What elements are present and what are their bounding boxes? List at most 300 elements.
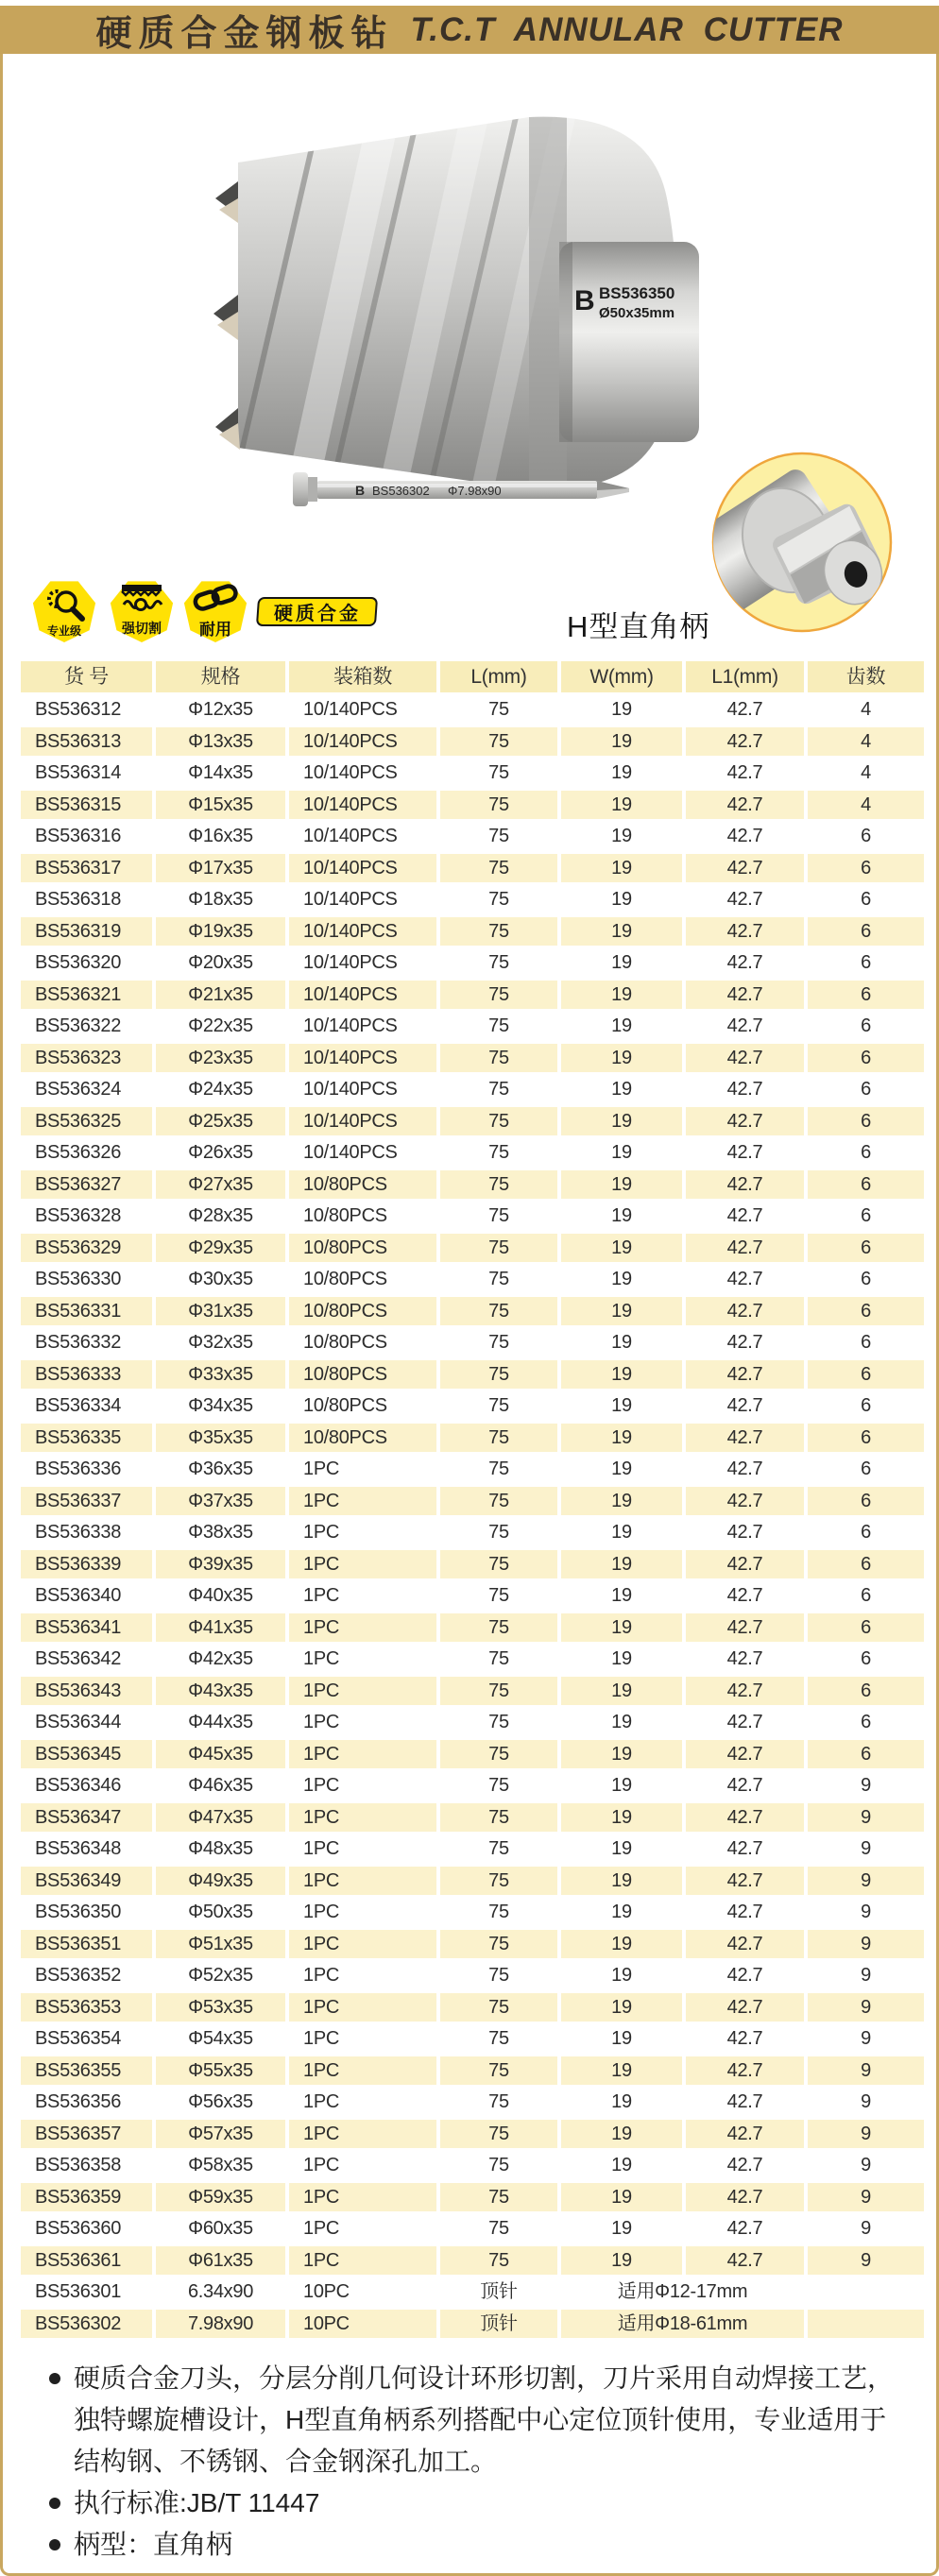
cell-spec: Φ31x35 xyxy=(156,1297,285,1326)
cell-code: BS536324 xyxy=(21,1075,152,1104)
cell-code: BS536339 xyxy=(21,1550,152,1579)
cell-code: BS536329 xyxy=(21,1234,152,1263)
cell-w: 19 xyxy=(561,885,682,914)
table-row xyxy=(21,1075,924,1104)
cell-spec: Φ24x35 xyxy=(156,1075,285,1104)
cell-spec: Φ43x35 xyxy=(156,1677,285,1706)
cell-teeth: 9 xyxy=(808,1771,924,1800)
cell-pack: 1PC xyxy=(289,1645,436,1674)
table-row xyxy=(21,1265,924,1294)
cell-pack: 10/140PCS xyxy=(289,1107,436,1136)
cell-spec: Φ16x35 xyxy=(156,822,285,851)
cell-spec: Φ27x35 xyxy=(156,1170,285,1200)
table-row xyxy=(21,1328,924,1357)
cell-code: BS536332 xyxy=(21,1328,152,1357)
cell-l1: 42.7 xyxy=(686,791,804,820)
cell-l1: 42.7 xyxy=(686,1297,804,1326)
cell-l: 75 xyxy=(440,854,557,883)
cell-spec: 6.34x90 xyxy=(156,2277,285,2307)
cell-code: BS536359 xyxy=(21,2183,152,2212)
cell-w: 19 xyxy=(561,695,682,725)
table-row xyxy=(21,1234,924,1263)
cell-code: BS536342 xyxy=(21,1645,152,1674)
note-text: 硬质合金刀头，分层分削几何设计环形切割，刀片采用自动焊接工艺，独特螺旋槽设计，H型直角柄系列搭配中心定位顶针使用，专业适用于结构钢、不锈钢、合金钢深孔加工。 xyxy=(74,2363,895,2476)
cell-l1: 42.7 xyxy=(686,1170,804,1200)
cell-spec: Φ21x35 xyxy=(156,981,285,1010)
table-row xyxy=(21,2310,924,2339)
cell-w: 19 xyxy=(561,1961,682,1990)
cell-teeth xyxy=(808,2310,924,2339)
cell-pack: 1PC xyxy=(289,1487,436,1516)
cell-code: BS536343 xyxy=(21,1677,152,1706)
cell-code: BS536334 xyxy=(21,1391,152,1421)
cell-code: BS536313 xyxy=(21,727,152,757)
cell-l: 75 xyxy=(440,1234,557,1263)
cell-w: 19 xyxy=(561,2056,682,2086)
cell-teeth: 9 xyxy=(808,2214,924,2243)
cell-pack: 1PC xyxy=(289,2214,436,2243)
table-row xyxy=(21,885,924,914)
cell-code: BS536357 xyxy=(21,2120,152,2149)
cell-teeth: 4 xyxy=(808,727,924,757)
cell-l1: 42.7 xyxy=(686,1518,804,1547)
cell-spec: Φ60x35 xyxy=(156,2214,285,2243)
cell-spec: Φ17x35 xyxy=(156,854,285,883)
cell-teeth: 9 xyxy=(808,1834,924,1864)
cell-spec: Φ29x35 xyxy=(156,1234,285,1263)
cell-spec: Φ46x35 xyxy=(156,1771,285,1800)
cell-l1: 42.7 xyxy=(686,1898,804,1927)
cell-teeth: 9 xyxy=(808,1961,924,1990)
cell-l1: 42.7 xyxy=(686,1930,804,1959)
cell-pack: 10/80PCS xyxy=(289,1424,436,1453)
cell-code: BS536349 xyxy=(21,1867,152,1896)
cell-l1: 42.7 xyxy=(686,885,804,914)
cell-spec: 7.98x90 xyxy=(156,2310,285,2339)
cell-spec: Φ40x35 xyxy=(156,1581,285,1611)
cell-l: 75 xyxy=(440,1898,557,1927)
cell-w: 19 xyxy=(561,791,682,820)
cell-w: 19 xyxy=(561,1265,682,1294)
cell-l1: 42.7 xyxy=(686,2056,804,2086)
cell-spec: Φ53x35 xyxy=(156,1993,285,2022)
cell-teeth: 4 xyxy=(808,791,924,820)
cell-code: BS536320 xyxy=(21,948,152,978)
table-row xyxy=(21,1740,924,1769)
cell-teeth: 6 xyxy=(808,1581,924,1611)
cell-teeth: 6 xyxy=(808,1075,924,1104)
table-row xyxy=(21,759,924,788)
cell-code: BS536356 xyxy=(21,2088,152,2117)
cell-l: 75 xyxy=(440,1677,557,1706)
cell-w: 19 xyxy=(561,822,682,851)
column-header: L(mm) xyxy=(440,661,557,692)
cell-spec: Φ35x35 xyxy=(156,1424,285,1453)
cell-teeth: 6 xyxy=(808,1012,924,1041)
cell-spec: Φ55x35 xyxy=(156,2056,285,2086)
cell-spec: Φ19x35 xyxy=(156,917,285,947)
cell-teeth: 9 xyxy=(808,2024,924,2054)
table-row xyxy=(21,1867,924,1896)
cell-w: 19 xyxy=(561,1075,682,1104)
cell-fit: 适用Φ18-61mm xyxy=(561,2310,804,2339)
cell-pack: 10/80PCS xyxy=(289,1360,436,1390)
cell-pack: 10/140PCS xyxy=(289,791,436,820)
table-row xyxy=(21,1138,924,1168)
cell-teeth: 6 xyxy=(808,1518,924,1547)
cell-pack: 10PC xyxy=(289,2310,436,2339)
cell-pack: 10/140PCS xyxy=(289,1138,436,1168)
cell-code: BS536340 xyxy=(21,1581,152,1611)
cell-l1: 42.7 xyxy=(686,948,804,978)
cell-w: 19 xyxy=(561,1550,682,1579)
table-row xyxy=(21,917,924,947)
cell-l: 75 xyxy=(440,2088,557,2117)
cell-code: BS536302 xyxy=(21,2310,152,2339)
cell-pack: 1PC xyxy=(289,1455,436,1484)
cell-teeth: 9 xyxy=(808,2151,924,2180)
cell-l: 75 xyxy=(440,948,557,978)
cell-l1: 42.7 xyxy=(686,2183,804,2212)
cell-w: 19 xyxy=(561,2120,682,2149)
column-header: 规格 xyxy=(156,661,285,692)
cell-pack: 10/140PCS xyxy=(289,948,436,978)
cell-l: 75 xyxy=(440,822,557,851)
badge-strong-cut xyxy=(108,576,176,648)
page-title: 硬质合金钢板钻 xyxy=(95,14,394,54)
cell-l1: 42.7 xyxy=(686,1391,804,1421)
cell-l: 75 xyxy=(440,1993,557,2022)
cell-spec: Φ34x35 xyxy=(156,1391,285,1421)
cell-teeth: 4 xyxy=(808,695,924,725)
table-row xyxy=(21,2151,924,2180)
cell-w: 19 xyxy=(561,1993,682,2022)
cell-l: 75 xyxy=(440,2246,557,2276)
column-header: W(mm) xyxy=(561,661,682,692)
cell-teeth: 9 xyxy=(808,2056,924,2086)
cell-code: BS536336 xyxy=(21,1455,152,1484)
cell-pack: 1PC xyxy=(289,1803,436,1833)
cell-l: 75 xyxy=(440,2151,557,2180)
table-row xyxy=(21,981,924,1010)
cell-code: BS536341 xyxy=(21,1613,152,1643)
cell-l1: 42.7 xyxy=(686,2088,804,2117)
table-row xyxy=(21,1993,924,2022)
cell-l: 75 xyxy=(440,2120,557,2149)
cell-teeth: 9 xyxy=(808,1930,924,1959)
column-header: 货 号 xyxy=(21,661,152,692)
table-row xyxy=(21,1930,924,1959)
cell-l1: 42.7 xyxy=(686,2246,804,2276)
cell-pack: 1PC xyxy=(289,1740,436,1769)
cell-teeth: 9 xyxy=(808,1898,924,1927)
cell-l1: 42.7 xyxy=(686,1044,804,1073)
cell-pack: 1PC xyxy=(289,1613,436,1643)
column-header: 装箱数 xyxy=(289,661,436,692)
cell-w: 19 xyxy=(561,1771,682,1800)
title-band xyxy=(0,6,939,54)
cell-fit: 适用Φ12-17mm xyxy=(561,2277,804,2307)
cell-w: 19 xyxy=(561,1234,682,1263)
cell-pack: 10PC xyxy=(289,2277,436,2307)
cell-l1: 42.7 xyxy=(686,727,804,757)
cell-pack: 1PC xyxy=(289,2151,436,2180)
cell-code: BS536360 xyxy=(21,2214,152,2243)
cell-w: 19 xyxy=(561,1202,682,1231)
table-rows xyxy=(21,695,924,2338)
cell-code: BS536312 xyxy=(21,695,152,725)
cell-w: 19 xyxy=(561,727,682,757)
cell-spec: Φ58x35 xyxy=(156,2151,285,2180)
cell-spec: Φ44x35 xyxy=(156,1708,285,1737)
cell-w: 19 xyxy=(561,1518,682,1547)
pin-label xyxy=(355,483,502,498)
cell-spec: Φ42x35 xyxy=(156,1645,285,1674)
cell-w: 19 xyxy=(561,1391,682,1421)
cell-teeth: 6 xyxy=(808,1328,924,1357)
table-row xyxy=(21,2024,924,2054)
cell-w: 19 xyxy=(561,981,682,1010)
cell-spec: Φ50x35 xyxy=(156,1898,285,1927)
cell-w: 19 xyxy=(561,1138,682,1168)
svg-text:Ø50x35mm: Ø50x35mm xyxy=(599,305,675,321)
cell-code: BS536322 xyxy=(21,1012,152,1041)
table-row xyxy=(21,1360,924,1390)
cell-l: 75 xyxy=(440,2214,557,2243)
cell-code: BS536354 xyxy=(21,2024,152,2054)
spec-table xyxy=(21,661,924,2341)
cell-teeth: 6 xyxy=(808,1487,924,1516)
cell-pack: 1PC xyxy=(289,1961,436,1990)
cell-code: BS536317 xyxy=(21,854,152,883)
cell-pack: 1PC xyxy=(289,1771,436,1800)
cell-spec: Φ45x35 xyxy=(156,1740,285,1769)
cell-teeth: 6 xyxy=(808,1550,924,1579)
cell-w: 19 xyxy=(561,1455,682,1484)
cell-l1: 42.7 xyxy=(686,1424,804,1453)
cell-l: 75 xyxy=(440,1708,557,1737)
table-row xyxy=(21,727,924,757)
cell-l: 75 xyxy=(440,1044,557,1073)
cell-spec: Φ26x35 xyxy=(156,1138,285,1168)
cell-w: 19 xyxy=(561,1834,682,1864)
cell-code: BS536301 xyxy=(21,2277,152,2307)
cell-code: BS536345 xyxy=(21,1740,152,1769)
cell-pack: 1PC xyxy=(289,2088,436,2117)
cell-spec: Φ30x35 xyxy=(156,1265,285,1294)
cell-w: 19 xyxy=(561,2246,682,2276)
cell-spec: Φ56x35 xyxy=(156,2088,285,2117)
cell-w: 19 xyxy=(561,1360,682,1390)
cell-l1: 42.7 xyxy=(686,1961,804,1990)
cell-l: 75 xyxy=(440,1297,557,1326)
cell-code: BS536333 xyxy=(21,1360,152,1390)
cell-l1: 42.7 xyxy=(686,1834,804,1864)
cell-l1: 42.7 xyxy=(686,759,804,788)
cell-l: 75 xyxy=(440,1328,557,1357)
cell-l1: 42.7 xyxy=(686,1550,804,1579)
cell-l1: 42.7 xyxy=(686,1581,804,1611)
cell-pack: 10/80PCS xyxy=(289,1297,436,1326)
table-row xyxy=(21,1771,924,1800)
cell-l: 75 xyxy=(440,2024,557,2054)
cell-teeth: 6 xyxy=(808,854,924,883)
cell-code: BS536358 xyxy=(21,2151,152,2180)
cell-w: 19 xyxy=(561,2214,682,2243)
cell-pack: 10/80PCS xyxy=(289,1391,436,1421)
note-item xyxy=(47,2482,913,2524)
cell-pack: 1PC xyxy=(289,1550,436,1579)
cell-l: 75 xyxy=(440,1803,557,1833)
cell-l: 75 xyxy=(440,695,557,725)
cell-teeth: 6 xyxy=(808,1265,924,1294)
cell-l1: 42.7 xyxy=(686,2151,804,2180)
cell-l: 75 xyxy=(440,1867,557,1896)
badge-professional xyxy=(30,576,98,648)
table-row xyxy=(21,1202,924,1231)
cell-l: 75 xyxy=(440,791,557,820)
cell-l: 75 xyxy=(440,1138,557,1168)
cell-w: 19 xyxy=(561,2024,682,2054)
cell-l1: 42.7 xyxy=(686,1234,804,1263)
cell-pack: 1PC xyxy=(289,1677,436,1706)
cell-teeth: 6 xyxy=(808,1424,924,1453)
cell-teeth: 9 xyxy=(808,1993,924,2022)
cell-w: 19 xyxy=(561,1297,682,1326)
cell-code: BS536316 xyxy=(21,822,152,851)
table-row xyxy=(21,1550,924,1579)
cell-l: 75 xyxy=(440,981,557,1010)
cell-code: BS536318 xyxy=(21,885,152,914)
cell-w: 19 xyxy=(561,1328,682,1357)
table-row xyxy=(21,1455,924,1484)
cell-teeth: 6 xyxy=(808,822,924,851)
svg-text:Φ7.98x90: Φ7.98x90 xyxy=(448,484,502,498)
cell-l1: 42.7 xyxy=(686,1075,804,1104)
cell-w: 19 xyxy=(561,1170,682,1200)
cell-l: 75 xyxy=(440,1265,557,1294)
cell-pack: 10/140PCS xyxy=(289,1075,436,1104)
carbide-tag xyxy=(256,597,378,626)
cell-l: 75 xyxy=(440,917,557,947)
cell-l1: 42.7 xyxy=(686,1613,804,1643)
cell-code: BS536315 xyxy=(21,791,152,820)
cell-code: BS536347 xyxy=(21,1803,152,1833)
cell-code: BS536323 xyxy=(21,1044,152,1073)
cell-w: 19 xyxy=(561,1012,682,1041)
table-row xyxy=(21,1107,924,1136)
cell-l: 75 xyxy=(440,727,557,757)
note-text: 柄型：直角柄 xyxy=(74,2530,233,2559)
cell-l: 75 xyxy=(440,1645,557,1674)
cell-w: 19 xyxy=(561,948,682,978)
table-row xyxy=(21,791,924,820)
cell-w: 19 xyxy=(561,1581,682,1611)
cell-l: 75 xyxy=(440,1107,557,1136)
table-row xyxy=(21,1708,924,1737)
cell-l: 75 xyxy=(440,1834,557,1864)
cell-pack: 10/80PCS xyxy=(289,1328,436,1357)
cell-code: BS536326 xyxy=(21,1138,152,1168)
table-row xyxy=(21,2056,924,2086)
table-row xyxy=(21,1391,924,1421)
cell-l1: 42.7 xyxy=(686,1771,804,1800)
table-header-row xyxy=(21,661,924,692)
cell-spec: Φ38x35 xyxy=(156,1518,285,1547)
cell-pack: 10/80PCS xyxy=(289,1234,436,1263)
cell-l1: 42.7 xyxy=(686,1138,804,1168)
cell-l: 75 xyxy=(440,1550,557,1579)
cell-code: BS536355 xyxy=(21,2056,152,2086)
cell-l: 顶针 xyxy=(440,2277,557,2307)
cell-teeth: 6 xyxy=(808,1391,924,1421)
cell-teeth: 6 xyxy=(808,1202,924,1231)
svg-text:耐用: 耐用 xyxy=(199,621,231,639)
cell-pack: 1PC xyxy=(289,2024,436,2054)
cell-w: 19 xyxy=(561,1930,682,1959)
cell-l: 75 xyxy=(440,2183,557,2212)
cell-spec: Φ20x35 xyxy=(156,948,285,978)
cell-l: 75 xyxy=(440,1613,557,1643)
cell-code: BS536328 xyxy=(21,1202,152,1231)
badge-durable xyxy=(181,576,249,648)
cell-spec: Φ52x35 xyxy=(156,1961,285,1990)
cell-w: 19 xyxy=(561,1044,682,1073)
cell-pack: 1PC xyxy=(289,1993,436,2022)
cell-w: 19 xyxy=(561,2088,682,2117)
cell-spec: Φ13x35 xyxy=(156,727,285,757)
cell-pack: 10/80PCS xyxy=(289,1170,436,1200)
cell-spec: Φ48x35 xyxy=(156,1834,285,1864)
cell-l1: 42.7 xyxy=(686,1107,804,1136)
cell-l: 75 xyxy=(440,1360,557,1390)
cell-l: 75 xyxy=(440,885,557,914)
cell-l: 75 xyxy=(440,759,557,788)
cell-spec: Φ57x35 xyxy=(156,2120,285,2149)
column-header: 齿数 xyxy=(808,661,924,692)
table-row xyxy=(21,1012,924,1041)
cell-code: BS536335 xyxy=(21,1424,152,1453)
cell-spec: Φ61x35 xyxy=(156,2246,285,2276)
cell-l1: 42.7 xyxy=(686,1993,804,2022)
table-row xyxy=(21,1961,924,1990)
note-item xyxy=(47,2358,913,2482)
cell-pack: 1PC xyxy=(289,2120,436,2149)
cell-spec: Φ14x35 xyxy=(156,759,285,788)
cell-w: 19 xyxy=(561,854,682,883)
cell-l1: 42.7 xyxy=(686,1708,804,1737)
cell-pack: 10/140PCS xyxy=(289,695,436,725)
cell-l: 顶针 xyxy=(440,2310,557,2339)
carbide-tag-label: 硬质合金 xyxy=(273,604,361,624)
cell-pack: 1PC xyxy=(289,1834,436,1864)
brand-logo-icon: B xyxy=(574,285,595,316)
cell-teeth: 6 xyxy=(808,1044,924,1073)
cell-code: BS536351 xyxy=(21,1930,152,1959)
table-row xyxy=(21,1487,924,1516)
cell-spec: Φ47x35 xyxy=(156,1803,285,1833)
column-header: L1(mm) xyxy=(686,661,804,692)
cell-spec: Φ37x35 xyxy=(156,1487,285,1516)
inset-caption: H型直角柄 xyxy=(567,610,710,643)
cell-spec: Φ12x35 xyxy=(156,695,285,725)
cell-l: 75 xyxy=(440,1487,557,1516)
product-photo xyxy=(0,57,939,652)
cell-pack: 1PC xyxy=(289,2056,436,2086)
cell-teeth xyxy=(808,2277,924,2307)
cell-pack: 10/140PCS xyxy=(289,854,436,883)
cell-code: BS536325 xyxy=(21,1107,152,1136)
